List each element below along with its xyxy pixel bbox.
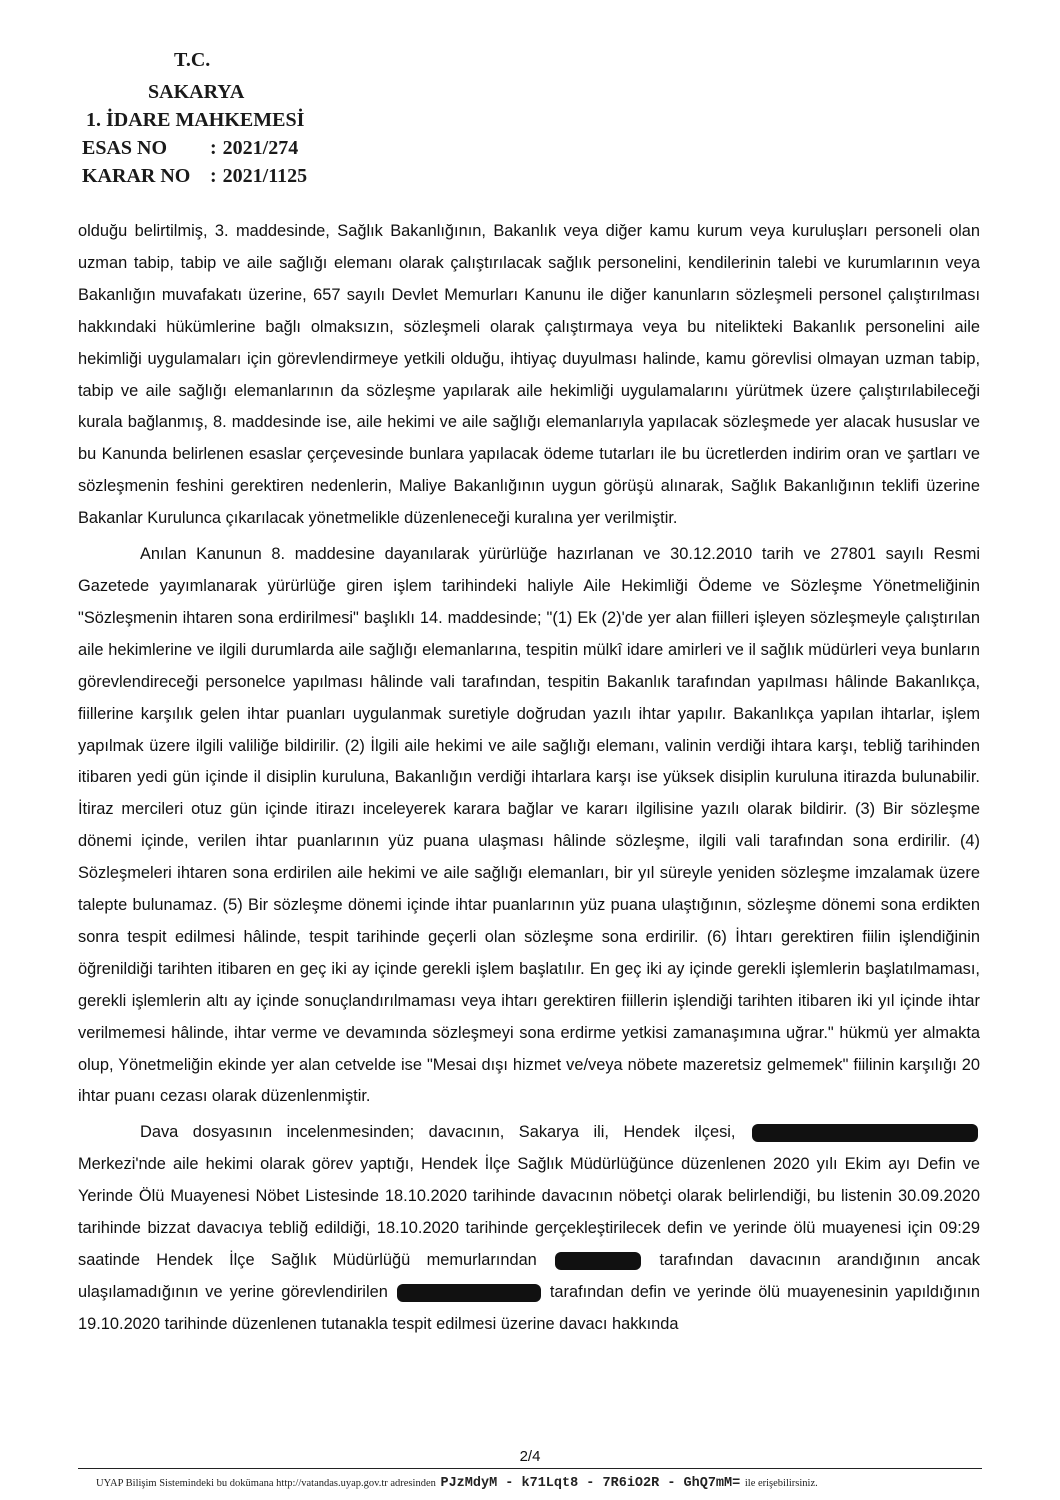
header-country: T.C. bbox=[174, 49, 211, 71]
karar-separator: : bbox=[210, 165, 217, 187]
case-facts-part-4: tarafından defin ve yerinde ölü muayenesinin yapıldığının 19.10.2020 tarihinde düzenlenen tutanakla tespit edilmesi üzerine davacı hakkında bbox=[78, 1282, 980, 1333]
esas-separator: : bbox=[210, 137, 217, 159]
paragraph-law-articles: olduğu belirtilmiş, 3. maddesinde, Sağlık Bakanlığının, Bakanlık veya diğer kamu kurum veya kuruluşları personeli olan uzman tabip, tabip ve aile sağlığı elemanı olarak çalıştırılacak sağlık personelini, kendilerinin talebi ve kurumlarının veya Bakanlığın muvafakatı üzerine, 657 sayılı Devlet Memurları Kanunu ile diğer kanunların sözleşmeli personel çalıştırılması hakkındaki hükümlerine bağlı olmaksızın, sözleşmeli olarak çalıştırmaya veya bu nitelikteki Bakanlık personelini aile hekimliği uygulamaları için görevlendirmeye yetkili olduğu, ihtiyaç duyulması halinde, kamu görevlisi olmayan uzman tabip, tabip ve aile sağlığı elemanlarının da sözleşme yapılarak aile hekimliği uygulamalarını yürütmek üzere çalıştırılabileceği kurala bağlanmış, 8. maddesinde ise, aile hekimi ve aile sağlığı elemanlarıyla yapılacak sözleşmede yer alacak hususlar ve bu Kanunda belirlenen esaslar çerçevesinde bunlara yapılacak ödeme tutarları ile bu ücretlerden indirim oran ve şartları ve sözleşmenin feshini gerektiren nedenlerin, Maliye Bakanlığının uygun görüşü alınarak, Sağlık Bakanlığının teklifi üzerine Bakanlar Kurulunca çıkarılacak yönetmelikle düzenleneceği kuralına yer verilmiştir. bbox=[78, 222, 980, 528]
page-number: 2/4 bbox=[519, 1448, 541, 1465]
esas-no-row bbox=[82, 134, 298, 163]
redaction-block bbox=[555, 1252, 641, 1270]
footer-text-after: ile erişebilirsiniz. bbox=[744, 1478, 818, 1489]
header-city: SAKARYA bbox=[148, 81, 245, 103]
verification-code: PJzMdyM - k71Lqt8 - 7R6iO2R - GhQ7mM= bbox=[440, 1476, 741, 1491]
case-facts-part-2: Merkezi'nde aile hekimi olarak görev yaptığı, Hendek İlçe Sağlık Müdürlüğünce düzenlenen 2020 yılı Ekim ayı Defin ve Yerinde Ölü Muayenesi Nöbet Listesinde 18.10.2020 tarihinde davacının nöbetçi olarak belirlendiği, bu listenin 30.09.2020 tarihinde bizzat davacıya tebliğ edildiği, 18.10.2020 tarihinde gerçekleştirilecek defin ve yerinde ölü muayenesi için 09:29 saatinde Hendek İlçe Sağlık Müdürlüğü memurlarından bbox=[78, 1155, 980, 1269]
footer-divider bbox=[78, 1468, 982, 1469]
esas-no-label: ESAS NO bbox=[82, 137, 168, 159]
karar-no-row bbox=[82, 162, 307, 191]
document-body bbox=[78, 216, 980, 1345]
case-facts-part-3: tarafından davacının arandığının ancak ulaşılamadığının ve yerine görevlendirilen bbox=[78, 1251, 980, 1301]
karar-no-value: 2021/1125 bbox=[222, 165, 308, 187]
paragraph-case-facts bbox=[78, 1117, 980, 1340]
footer-text-before: UYAP Bilişim Sistemindeki bu dokümana http://vatandas.uyap.gov.tr adresinden bbox=[96, 1478, 436, 1489]
paragraph-regulation: Anılan Kanunun 8. maddesine dayanılarak yürürlüğe hazırlanan ve 30.12.2010 tarih ve 27801 sayılı Resmi Gazetede yayımlanarak yürürlüğe giren işlem tarihindeki haliyle Aile Hekimliği Ödeme ve Sözleşme Yönetmeliğinin "Sözleşmenin ihtaren sona erdirilmesi" başlıklı 14. maddesinde; "(1) Ek (2)'de yer alan fiilleri işleyen sözleşmeyle çalıştırılan aile hekimlerine ve ilgili durumlarda aile sağlığı elemanlarına, tespitin mülkî idare amirleri ve il sağlık müdürleri veya bunların görevlendireceği personelce yapılması hâlinde vali tarafından, tespitin Bakanlık tarafından yapılması hâlinde Bakanlıkça, fiillerine karşılık gelen ihtar puanları uygulanmak suretiyle doğrudan yazılı ihtar yapılır. Bakanlıkça yapılan ihtarlar, işlem yapılmak üzere ilgili valiliğe bildirilir. (2) İlgili aile hekimi ve aile sağlığı elemanı, valinin verdiği ihtara karşı, tebliğ tarihinden itibaren yedi gün içinde il disiplin kuruluna, Bakanlığın verdiği ihtarlara karşı ise yüksek disiplin kuruluna itirazda bulunabilir. İtiraz mercileri otuz gün içinde itirazı inceleyerek karara bağlar ve kararı ilgilisine yazılı olarak bildirir. (3) Bir sözleşme dönemi içinde, verilen ihtar puanlarının yüz puana ulaşması hâlinde sözleşme, ilgili vali tarafından sona erdirilir. (4) Sözleşmeleri ihtaren sona erdirilen aile hekimi ve aile sağlığı elemanları, bir yıl süreyle yeniden sözleşme imzalamak üzere talepte bulunamaz. (5) Bir sözleşme dönemi içinde ihtar puanlarının yüz puana ulaştığının, sözleşme dönemi sona erdikten sonra tespit edilmesi hâlinde, tespit tarihinde geçerli olan sözleşme sona erdirilir. (6) İhtarı gerektiren fiilin işlendiğinin öğrenildiği tarihten itibaren en geç iki ay içinde gerekli işlem başlatılır. En geç iki ay içinde gerekli işlemlerin başlatılmaması, gerekli işlemlerin altı ay içinde sonuçlandırılmaması veya ihtarı gerektiren fiillerin işlendiği tarihten itibaren iki yıl içinde ihtar verilmemesi hâlinde, ihtar verme ve devamında sözleşmeyi sona erdirme yetkisi zamanaşımına uğrar." hükmü yer almakta olup, Yönetmeliğin ekinde yer alan cetvelde ise "Mesai dışı hizmet ve/veya nöbete mazeretsiz gelmemek" fiilinin karşılığı 20 ihtar puanı cezası olarak düzenlenmiştir. bbox=[78, 545, 980, 1106]
header-court-name: 1. İDARE MAHKEMESİ bbox=[86, 109, 305, 131]
uyap-footer bbox=[96, 1476, 996, 1491]
redaction-block bbox=[752, 1124, 978, 1142]
karar-no-label: KARAR NO bbox=[82, 165, 191, 187]
esas-no-value: 2021/274 bbox=[222, 137, 299, 159]
case-facts-part-1: Dava dosyasının incelenmesinden; davacının, Sakarya ili, Hendek ilçesi, bbox=[140, 1123, 736, 1142]
redaction-block bbox=[397, 1284, 541, 1302]
